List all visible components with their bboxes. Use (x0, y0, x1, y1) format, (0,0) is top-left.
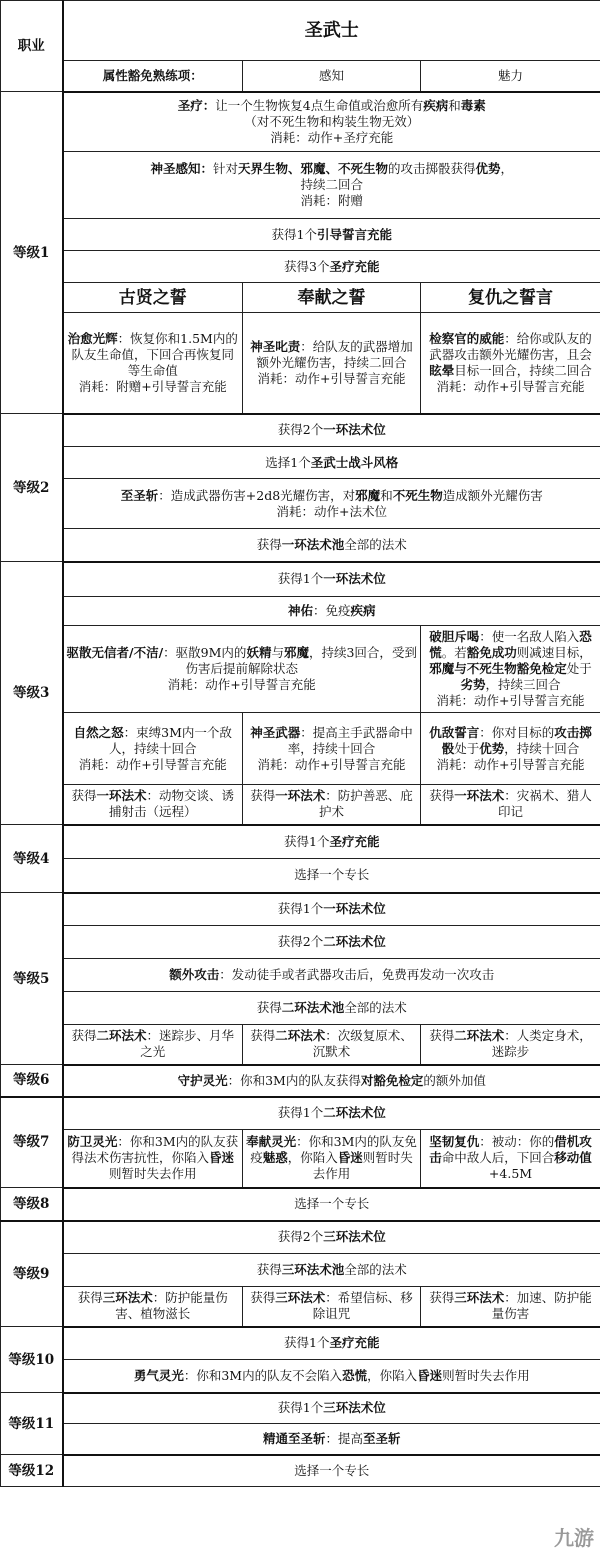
level-2-label: 等级2 (1, 414, 63, 562)
gain-1st-slots: 获得2个一环法术位 (63, 414, 600, 447)
lv9-oath-spells-vengeance: 获得三环法术：加速、防护能量伤害 (421, 1287, 600, 1327)
gain-lay-on-hands-4: 获得1个圣疗充能 (63, 825, 600, 859)
class-label: 职业 (1, 1, 63, 92)
holy-rebuke: 神圣叱责：给队友的武器增加额外光耀伤害，持续二回合 消耗：动作+引导誓言充能 (243, 313, 421, 414)
extra-attack: 额外攻击：发动徒手或者武器攻击后，免费再发动一次攻击 (63, 959, 600, 992)
aura-of-devotion: 奉献灵光：你和3M内的队友免疫魅惑，你陷入昏迷则暂时失去作用 (243, 1130, 421, 1188)
feat-12: 选择一个专长 (63, 1455, 600, 1487)
aura-of-courage: 勇气灵光：你和3M内的队友不会陷入恐慌，你陷入昏迷则暂时失去作用 (63, 1360, 600, 1393)
gain-2nd-slots-5: 获得2个二环法术位 (63, 926, 600, 959)
lv9-oath-spells-ancients: 获得三环法术：防护能量伤害、植物滋长 (63, 1287, 243, 1327)
lv3-oath-spells-vengeance: 获得一环法术：灾祸术、猎人印记 (421, 785, 600, 825)
lay-on-hands: 圣疗：让一个生物恢复4点生命值或治愈所有疾病和毒素 （对不死生物和构装生物无效） 消耗：动作+圣疗充能 (63, 92, 600, 152)
gain-3rd-pool: 获得三环法术池全部的法术 (63, 1254, 600, 1287)
improved-divine-smite: 精通至圣斩：提高至圣斩 (63, 1424, 600, 1455)
lv5-oath-spells-vengeance: 获得二环法术：人类定身术，迷踪步 (421, 1025, 600, 1065)
gain-3rd-slots: 获得2个三环法术位 (63, 1221, 600, 1254)
fighting-style: 选择1个圣武士战斗风格 (63, 447, 600, 479)
level-11-label: 等级11 (1, 1393, 63, 1455)
abjure-enemy: 破胆斥喝：使一名敌人陷入恐慌。若豁免成功则减速目标，邪魔与不死生物豁免检定处于劣势，持续三回合 消耗：动作+引导誓言充能 (421, 626, 600, 713)
lv5-oath-spells-devotion: 获得二环法术：次级复原术、沉默术 (243, 1025, 421, 1065)
divine-smite: 至圣斩：造成武器伤害+2d8光耀伤害，对邪魔和不死生物造成额外光耀伤害 消耗：动作+法术位 (63, 479, 600, 529)
inquisitors-might: 检察官的威能：给你或队友的武器攻击额外光耀伤害，且会眩晕目标一回合，持续二回合 消耗：动作+引导誓言充能 (421, 313, 600, 414)
level-5-label: 等级5 (1, 893, 63, 1065)
lv5-oath-spells-ancients: 获得二环法术：迷踪步、月华之光 (63, 1025, 243, 1065)
level-1-label: 等级1 (1, 92, 63, 414)
aura-of-warding: 防卫灵光：你和3M内的队友获得法术伤害抗性，你陷入昏迷则暂时失去作用 (63, 1130, 243, 1188)
divine-sense: 神圣感知：针对天界生物、邪魔、不死生物的攻击掷骰获得优势， 持续二回合 消耗：附赠 (63, 152, 600, 219)
level-12-label: 等级12 (1, 1455, 63, 1487)
healing-radiance: 治愈光辉：恢复你和1.5M内的队友生命值，下回合再恢复同等生命值 消耗：附赠+引导誓言充能 (63, 313, 243, 414)
divine-health: 神佑：免疫疾病 (63, 597, 600, 626)
relentless-avenger: 坚韧复仇：被动：你的借机攻击命中敌人后，下回合移动值+4.5M (421, 1130, 600, 1188)
gain-1st-pool: 获得一环法术池全部的法术 (63, 529, 600, 562)
lv3-oath-spells-devotion: 获得一环法术：防护善恶、庇护术 (243, 785, 421, 825)
turn-the-faithless: 驱散无信者/不洁/：驱散9M内的妖精与邪魔，持续3回合，受到伤害后提前解除状态 消耗：动作+引导誓言充能 (63, 626, 421, 713)
class-name: 圣武士 (63, 1, 600, 61)
level-4-label: 等级4 (1, 825, 63, 893)
gain-lay-on-hands: 获得3个圣疗充能 (63, 251, 600, 283)
gain-2nd-slot-7: 获得1个二环法术位 (63, 1097, 600, 1130)
gain-2nd-pool: 获得二环法术池全部的法术 (63, 992, 600, 1025)
gain-channel-oath: 获得1个引导誓言充能 (63, 219, 600, 251)
gain-lay-on-hands-10: 获得1个圣疗充能 (63, 1327, 600, 1360)
feat-8: 选择一个专长 (63, 1188, 600, 1221)
level-7-label: 等级7 (1, 1097, 63, 1188)
lv3-oath-spells-ancients: 获得一环法术：动物交谈、诱捕射击（远程） (63, 785, 243, 825)
level-10-label: 等级10 (1, 1327, 63, 1393)
lv9-oath-spells-devotion: 获得三环法术：希望信标、移除诅咒 (243, 1287, 421, 1327)
save-wis: 感知 (243, 61, 421, 92)
feat-4: 选择一个专长 (63, 859, 600, 893)
level-3-label: 等级3 (1, 562, 63, 825)
aura-of-protection: 守护灵光：你和3M内的队友获得对豁免检定的额外加值 (63, 1065, 600, 1097)
gain-1st-slot-5: 获得1个一环法术位 (63, 893, 600, 926)
watermark-logo: 九游 (554, 1526, 594, 1550)
level-6-label: 等级6 (1, 1065, 63, 1097)
oath-devotion-header: 奉献之誓 (243, 283, 421, 313)
gain-3rd-slot-11: 获得1个三环法术位 (63, 1393, 600, 1424)
oath-ancients-header: 古贤之誓 (63, 283, 243, 313)
oath-vengeance-header: 复仇之誓言 (421, 283, 600, 313)
save-label: 属性豁免熟练项： (63, 61, 243, 92)
natures-wrath: 自然之怒：束缚3M内一个敌人，持续十回合 消耗：动作+引导誓言充能 (63, 713, 243, 785)
gain-1st-slot: 获得1个一环法术位 (63, 562, 600, 597)
vow-of-enmity: 仇敌誓言：你对目标的攻击掷骰处于优势，持续十回合 消耗：动作+引导誓言充能 (421, 713, 600, 785)
level-9-label: 等级9 (1, 1221, 63, 1327)
save-cha: 魅力 (421, 61, 600, 92)
sacred-weapon: 神圣武器：提高主手武器命中率，持续十回合 消耗：动作+引导誓言充能 (243, 713, 421, 785)
level-8-label: 等级8 (1, 1188, 63, 1221)
